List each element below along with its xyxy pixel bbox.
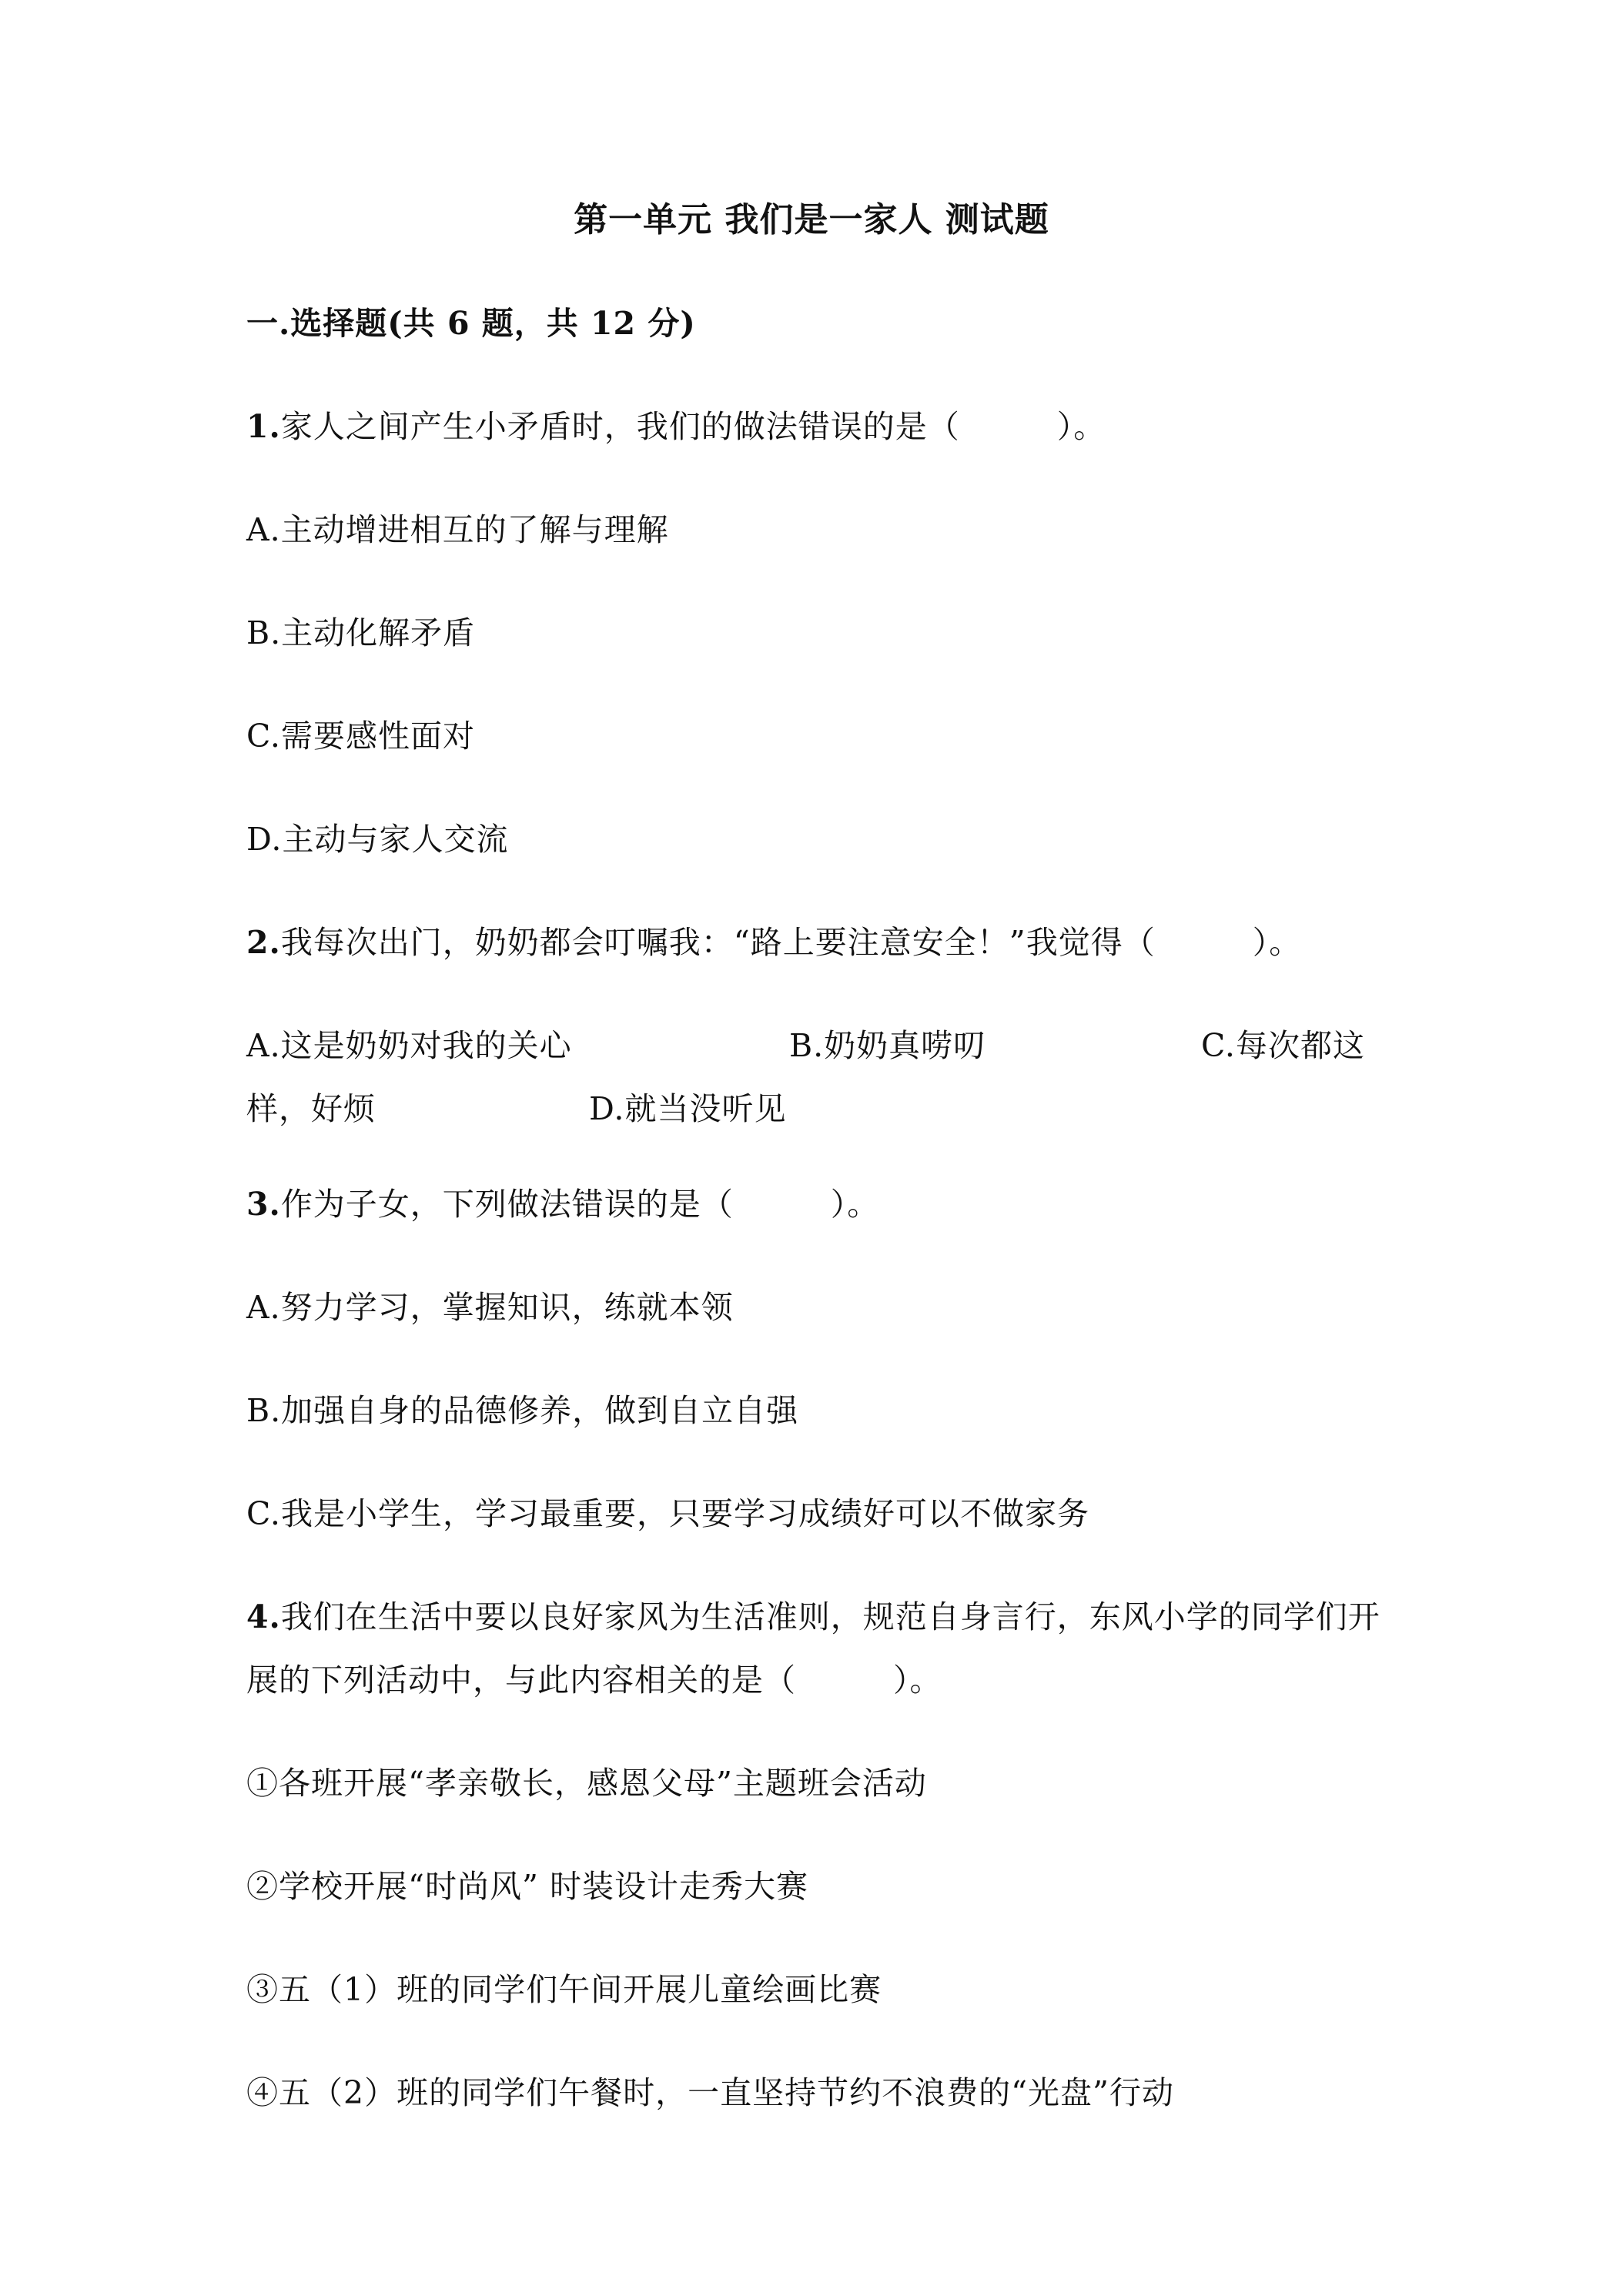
q3-option-a: A.努力学习，掌握知识，练就本领: [246, 1289, 734, 1326]
q2-option-c: C.每次都这: [1201, 1027, 1365, 1064]
question-3: [246, 1183, 879, 1226]
question-number: 3.: [246, 1186, 281, 1223]
question-number: 4.: [246, 1598, 281, 1635]
q1-option-b: B.主动化解矛盾: [246, 614, 476, 651]
q4-item-4: ④五（2）班的同学们午餐时，一直坚持节约不浪费的“光盘”行动: [246, 2074, 1175, 2111]
q2-option-d: D.就当没听见: [589, 1090, 787, 1127]
q3-option-b: B.加强自身的品德修养，做到自立自强: [246, 1392, 799, 1429]
section-heading: 一.选择题(共 6 题，共 12 分): [246, 305, 696, 342]
question-number: 1.: [246, 408, 281, 445]
q4-item-1: ①各班开展“孝亲敬长，感恩父母”主题班会活动: [246, 1765, 927, 1802]
q3-option-c: C.我是小学生，学习最重要，只要学习成绩好可以不做家务: [246, 1495, 1089, 1532]
question-number: 2.: [246, 924, 281, 961]
q4-item-3: ③五（1）班的同学们午间开展儿童绘画比赛: [246, 1971, 882, 2008]
q2-option-b: B.奶奶真唠叨: [789, 1027, 986, 1064]
q2-option-a: A.这是奶奶对我的关心: [246, 1027, 572, 1064]
question-stem: 我每次出门，奶奶都会叮嘱我：“路上要注意安全！”我觉得（ ）。: [280, 924, 1302, 961]
q1-option-d: D.主动与家人交流: [246, 821, 509, 858]
q2-option-c-continued: 样，好烦: [246, 1090, 376, 1127]
q1-option-a: A.主动增进相互的了解与理解: [246, 511, 669, 548]
question-stem: 家人之间产生小矛盾时，我们的做法错误的是（ ）。: [280, 408, 1106, 445]
question-stem: 作为子女，下列做法错误的是（ ）。: [280, 1186, 880, 1223]
question-stem: 我们在生活中要以良好家风为生活准则，规范自身言行，东风小学的同学们开: [280, 1598, 1380, 1635]
question-4-continued: 展的下列活动中，与此内容相关的是（ ）。: [246, 1662, 942, 1699]
q1-option-c: C.需要感性面对: [246, 718, 475, 755]
page-title: 第一单元 我们是一家人 测试题: [574, 200, 1049, 239]
question-1: [246, 405, 1106, 448]
q4-item-2: ②学校开展“时尚风” 时装设计走秀大赛: [246, 1868, 808, 1905]
question-2: [246, 921, 1301, 964]
question-4: [246, 1595, 1380, 1638]
